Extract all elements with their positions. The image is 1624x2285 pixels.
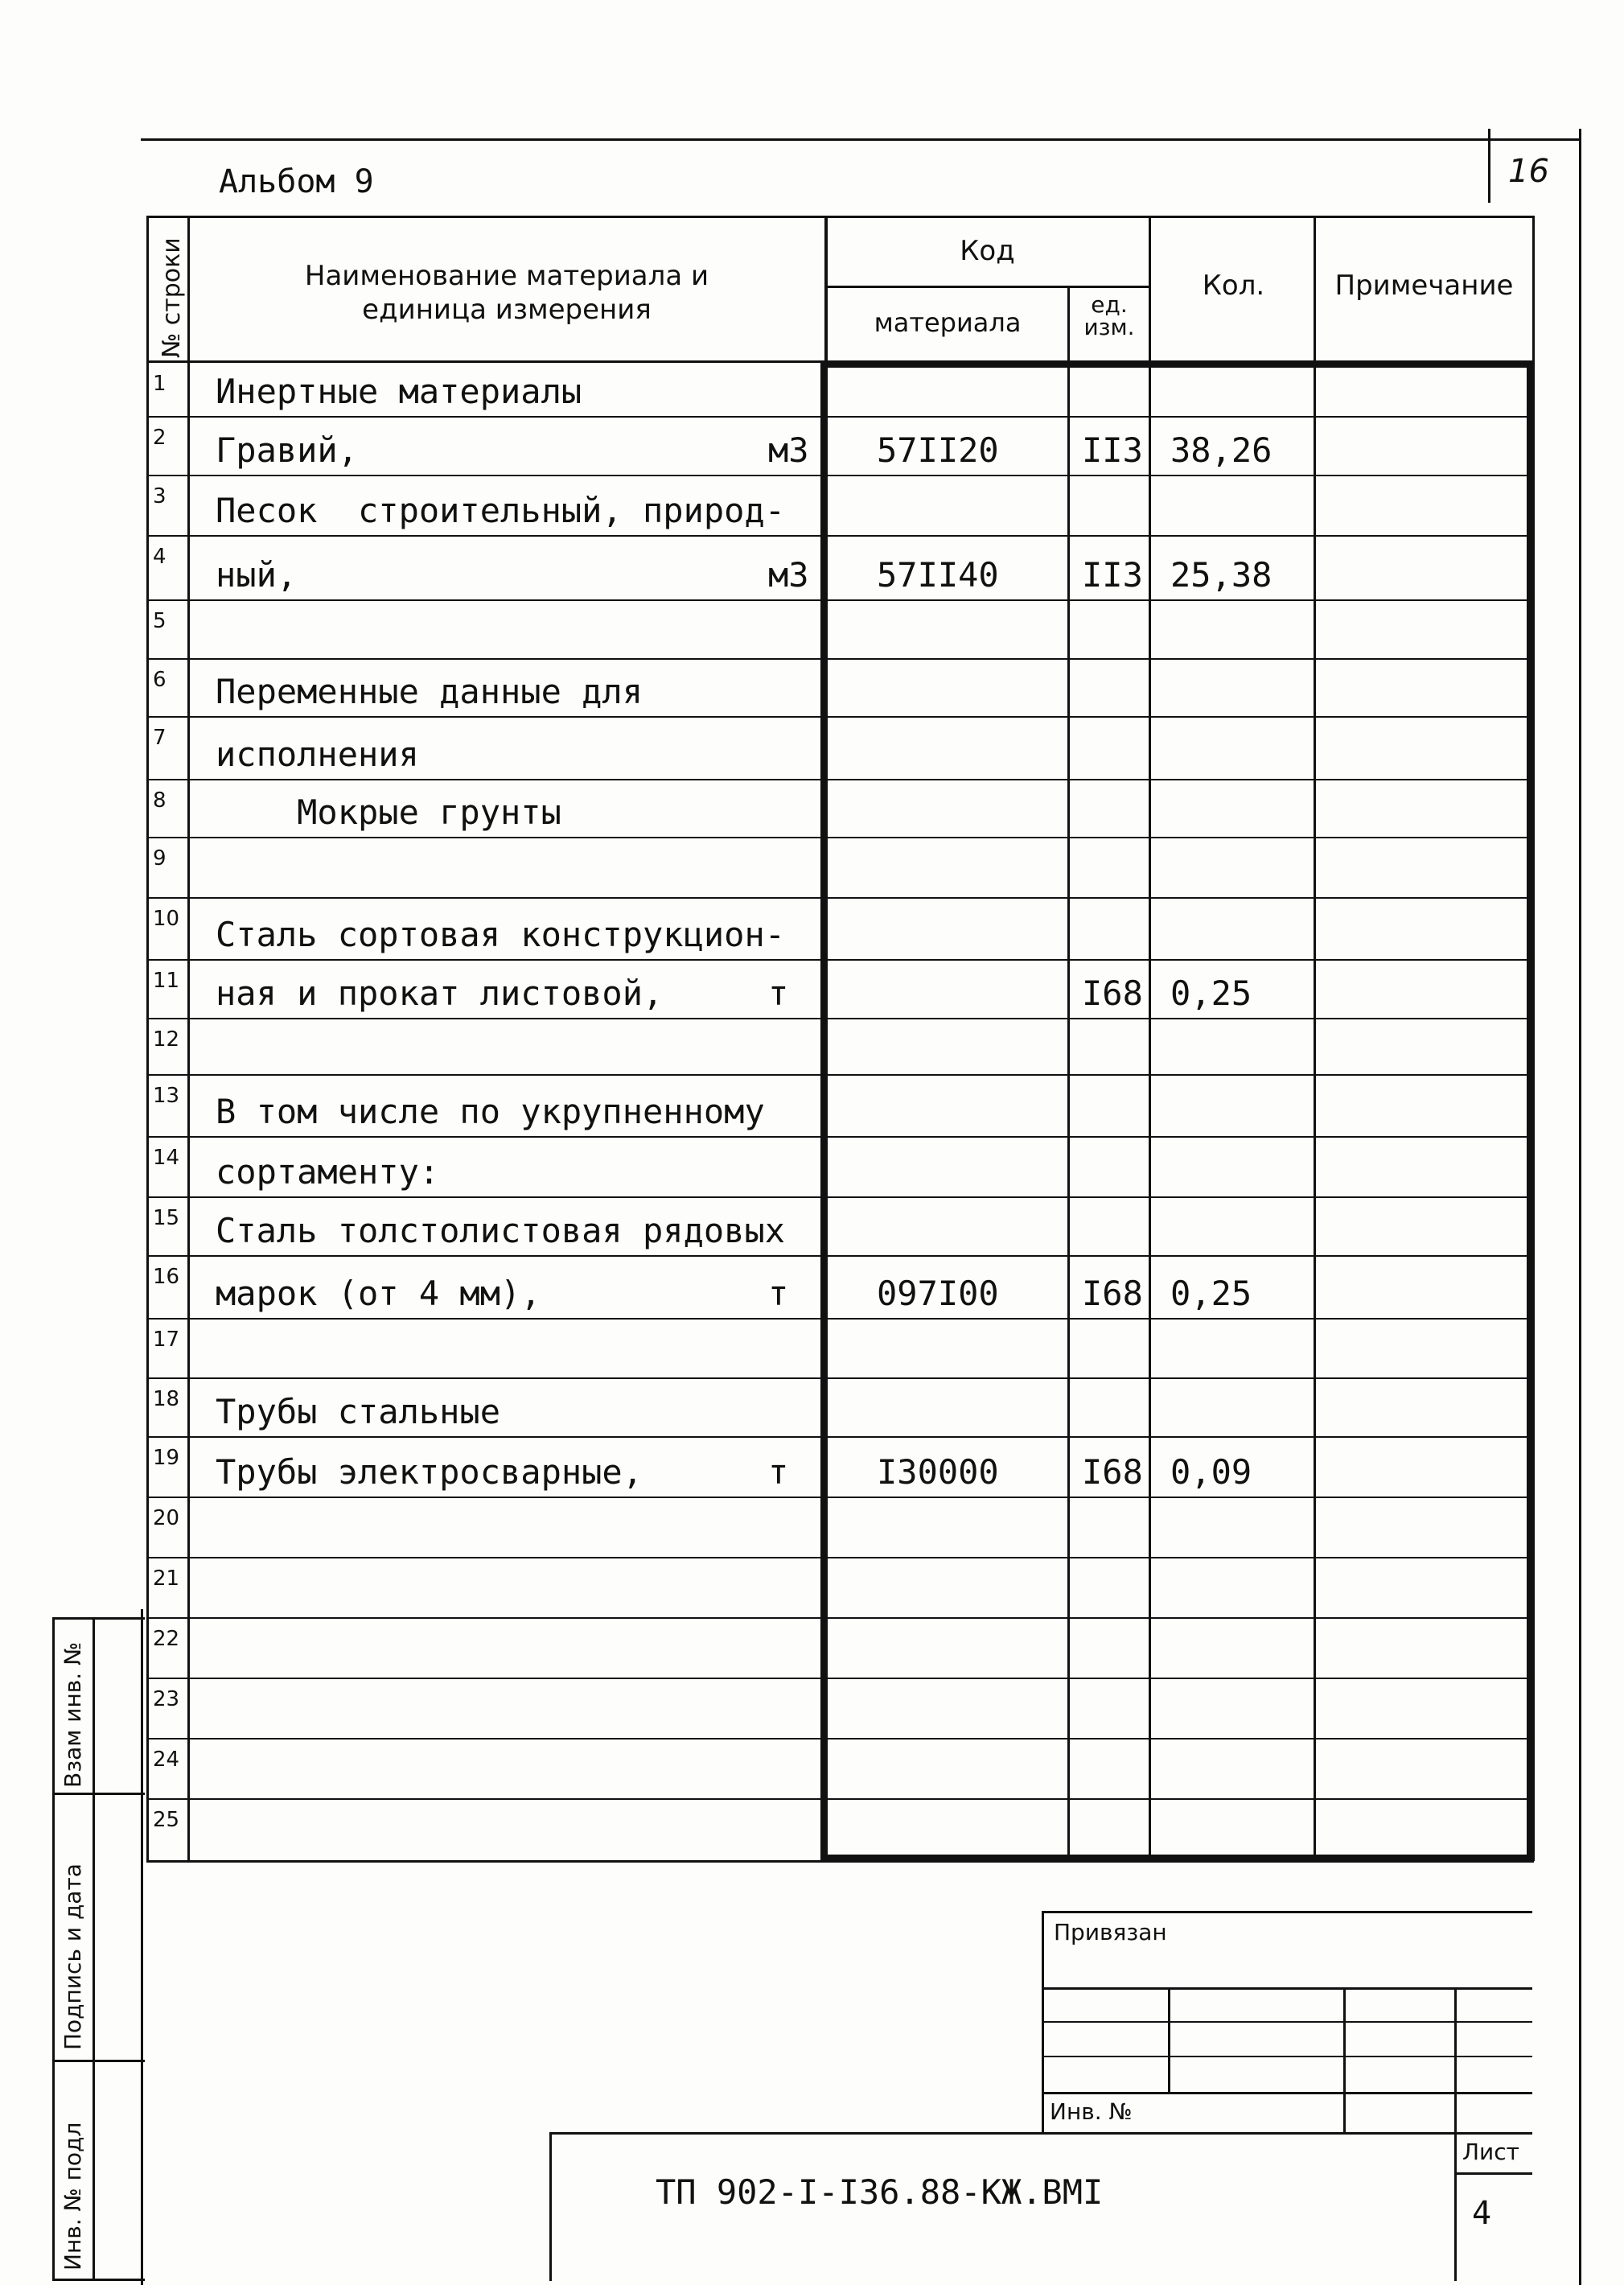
row-separator: [146, 1738, 1534, 1739]
quantity: 0,25: [1170, 974, 1252, 1013]
top-frame-line: [141, 138, 1581, 141]
row-number: 21: [153, 1567, 180, 1591]
page-corner-number: 16: [1508, 153, 1549, 190]
stamp-col-2: [1343, 1987, 1346, 2132]
row-separator: [146, 1196, 1534, 1198]
row-separator: [146, 1018, 1534, 1019]
row-number: 6: [153, 668, 167, 692]
material-code: 57II20: [877, 430, 999, 470]
material-name: Трубы электросварные,: [216, 1452, 643, 1492]
row-separator: [146, 1557, 1534, 1558]
row-separator: [146, 897, 1534, 899]
row-separator: [146, 959, 1534, 961]
side-label-podpis: Подпись и дата: [60, 1863, 86, 2050]
material-name: Сталь сортовая конструкцион-: [216, 915, 786, 954]
row-number: 25: [153, 1808, 180, 1832]
row-separator: [146, 658, 1534, 660]
header-name: Наименование материала и единица измерения: [304, 260, 709, 326]
material-name: марок (от 4 мм),: [216, 1274, 541, 1313]
row-number: 17: [153, 1328, 180, 1352]
side-strip-divider-2: [52, 2060, 145, 2062]
row-number: 11: [153, 969, 180, 993]
row-number: 9: [153, 846, 167, 871]
row-number: 2: [153, 426, 167, 450]
row-separator: [146, 475, 1534, 476]
row-number: 7: [153, 726, 167, 750]
stamp-inv-no: Инв. №: [1050, 2098, 1133, 2125]
row-separator: [146, 535, 1534, 537]
stamp-line-4: [1042, 2092, 1532, 2094]
row-number: 13: [153, 1084, 180, 1108]
header-qty: Кол.: [1202, 270, 1265, 302]
header-material: материала: [874, 307, 1022, 338]
material-code: 57II40: [877, 555, 999, 595]
stamp-line-2: [1042, 2021, 1532, 2023]
unit-code: I68: [1082, 974, 1143, 1013]
row-separator: [146, 1255, 1534, 1257]
stamp-privyazan: Привязан: [1054, 1919, 1167, 1945]
unit-label: м3: [768, 555, 809, 595]
row-number: 23: [153, 1687, 180, 1711]
stamp-line-1: [1042, 1987, 1532, 1990]
unit-label: т: [768, 974, 789, 1013]
row-number: 24: [153, 1748, 180, 1772]
unit-label: м3: [768, 430, 809, 470]
row-separator: [146, 1617, 1534, 1619]
row-separator: [146, 1136, 1534, 1138]
material-name: ная и прокат листовой,: [216, 974, 664, 1013]
table-left-line: [146, 216, 149, 1861]
side-label-vzam: Взам инв. №: [60, 1641, 86, 1788]
quantity: 25,38: [1170, 555, 1272, 595]
material-name: сортаменту:: [216, 1152, 440, 1192]
unit-label: т: [768, 1452, 789, 1492]
title-block-top-line: [549, 2132, 1532, 2135]
material-code: I30000: [877, 1452, 999, 1492]
side-strip-top-line: [52, 1617, 145, 1620]
row-number: 5: [153, 609, 167, 633]
row-number: 20: [153, 1506, 180, 1530]
header-code: Код: [960, 235, 1015, 267]
material-name: ный,: [216, 555, 298, 595]
material-name: Мокрые грунты: [216, 793, 561, 832]
row-number: 14: [153, 1146, 180, 1170]
side-strip-bottom-line: [52, 2279, 145, 2281]
row-number: 1: [153, 372, 167, 396]
code-subheader-line: [824, 286, 1149, 288]
row-number: 3: [153, 484, 167, 508]
side-strip-divider-1: [52, 1793, 145, 1795]
row-separator: [146, 1497, 1534, 1498]
unit-label: т: [768, 1274, 789, 1313]
material-name: Сталь толстолистовая рядовых: [216, 1211, 786, 1250]
row-separator: [146, 716, 1534, 718]
title-block-divider: [1454, 2132, 1457, 2281]
row-number: 22: [153, 1627, 180, 1651]
document-code: ТП 902-I-I36.88-КЖ.ВМI: [656, 2172, 1104, 2212]
material-name: исполнения: [216, 735, 419, 774]
list-label: Лист: [1462, 2139, 1519, 2165]
row-number: 19: [153, 1446, 180, 1470]
row-number: 12: [153, 1027, 180, 1052]
material-code: 097I00: [877, 1274, 999, 1313]
unit-code: I68: [1082, 1452, 1143, 1492]
row-number: 18: [153, 1387, 180, 1411]
row-separator: [146, 779, 1534, 780]
material-name: Переменные данные для: [216, 672, 643, 711]
row-separator: [146, 1377, 1534, 1379]
table-right-line: [1532, 216, 1535, 1861]
side-label-inv: Инв. № подл: [60, 2122, 86, 2271]
quantity: 38,26: [1170, 430, 1272, 470]
row-separator: [146, 1318, 1534, 1320]
unit-code: II3: [1082, 430, 1143, 470]
right-frame-line: [1579, 129, 1581, 2285]
row-number: 16: [153, 1265, 180, 1289]
title-block-left-line: [549, 2132, 552, 2281]
corner-divider: [1488, 129, 1490, 203]
row-number: 15: [153, 1206, 180, 1230]
row-separator: [146, 416, 1534, 418]
row-separator: [146, 1436, 1534, 1438]
quantity: 0,09: [1170, 1452, 1252, 1492]
material-name: Инертные материалы: [216, 372, 582, 411]
left-frame-line: [141, 1609, 143, 2285]
row-separator: [146, 837, 1534, 838]
row-number: 4: [153, 545, 167, 569]
material-name: В том числе по укрупненному: [216, 1092, 765, 1131]
unit-code: I68: [1082, 1274, 1143, 1313]
row-separator: [146, 1678, 1534, 1679]
side-strip-left-line: [52, 1617, 55, 2281]
header-unit: ед. изм.: [1083, 291, 1135, 340]
side-strip-right-line: [93, 1617, 95, 2281]
list-number: 4: [1472, 2195, 1492, 2232]
header-note: Примечание: [1334, 270, 1514, 302]
material-name: Гравий,: [216, 430, 359, 470]
list-label-line: [1454, 2172, 1532, 2175]
row-number: 8: [153, 788, 167, 813]
row-separator: [146, 1798, 1534, 1800]
header-top-line: [146, 216, 1534, 218]
stamp-col-3: [1454, 1987, 1457, 2132]
table-bottom-line: [146, 1860, 1534, 1863]
header-row-number: № строки: [158, 237, 186, 358]
stamp-top-line: [1042, 1911, 1532, 1913]
material-name: Трубы стальные: [216, 1392, 501, 1431]
stamp-line-3: [1042, 2056, 1532, 2057]
rownum-divider: [187, 216, 190, 1861]
album-title: Альбом 9: [219, 163, 374, 200]
row-number: 10: [153, 907, 180, 931]
quantity: 0,25: [1170, 1274, 1252, 1313]
row-separator: [146, 1074, 1534, 1076]
unit-code: II3: [1082, 555, 1143, 595]
row-separator: [146, 599, 1534, 601]
stamp-col-1: [1168, 1987, 1170, 2092]
material-name: Песок строительный, природ-: [216, 491, 786, 530]
